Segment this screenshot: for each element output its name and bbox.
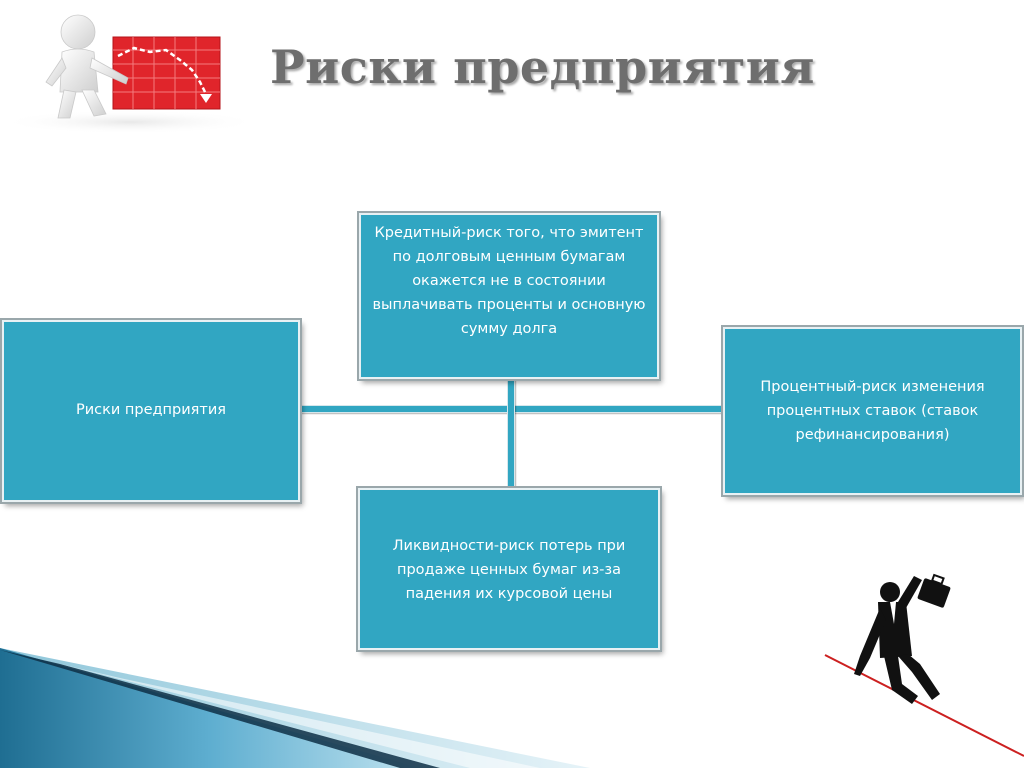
chart-presenter-icon	[0, 10, 260, 135]
box-liquidity-risk-label: Ликвидности-риск потерь при продаже ценных бумаг из-за падения их курсовой цены	[392, 538, 626, 602]
box-interest-risk	[723, 327, 1022, 495]
box-enterprise-risks-label: Риски предприятия	[76, 402, 226, 418]
connector-vertical	[507, 378, 515, 491]
page-title: Риски предприятия	[270, 40, 815, 94]
box-credit-risk-label: Кредитный-риск того, что эмитент по долговым ценным бумагам окажется не в состоянии выплачивать проценты и основную сумму долга	[372, 225, 646, 337]
box-liquidity-risk	[358, 488, 660, 650]
decorative-bands	[0, 630, 620, 768]
box-enterprise-risks	[2, 320, 300, 502]
box-credit-risk	[359, 213, 659, 379]
tightrope-walker-icon	[820, 560, 1024, 768]
box-interest-risk-label: Процентный-риск изменения процентных ставок (ставок рефинансирования)	[760, 379, 985, 443]
